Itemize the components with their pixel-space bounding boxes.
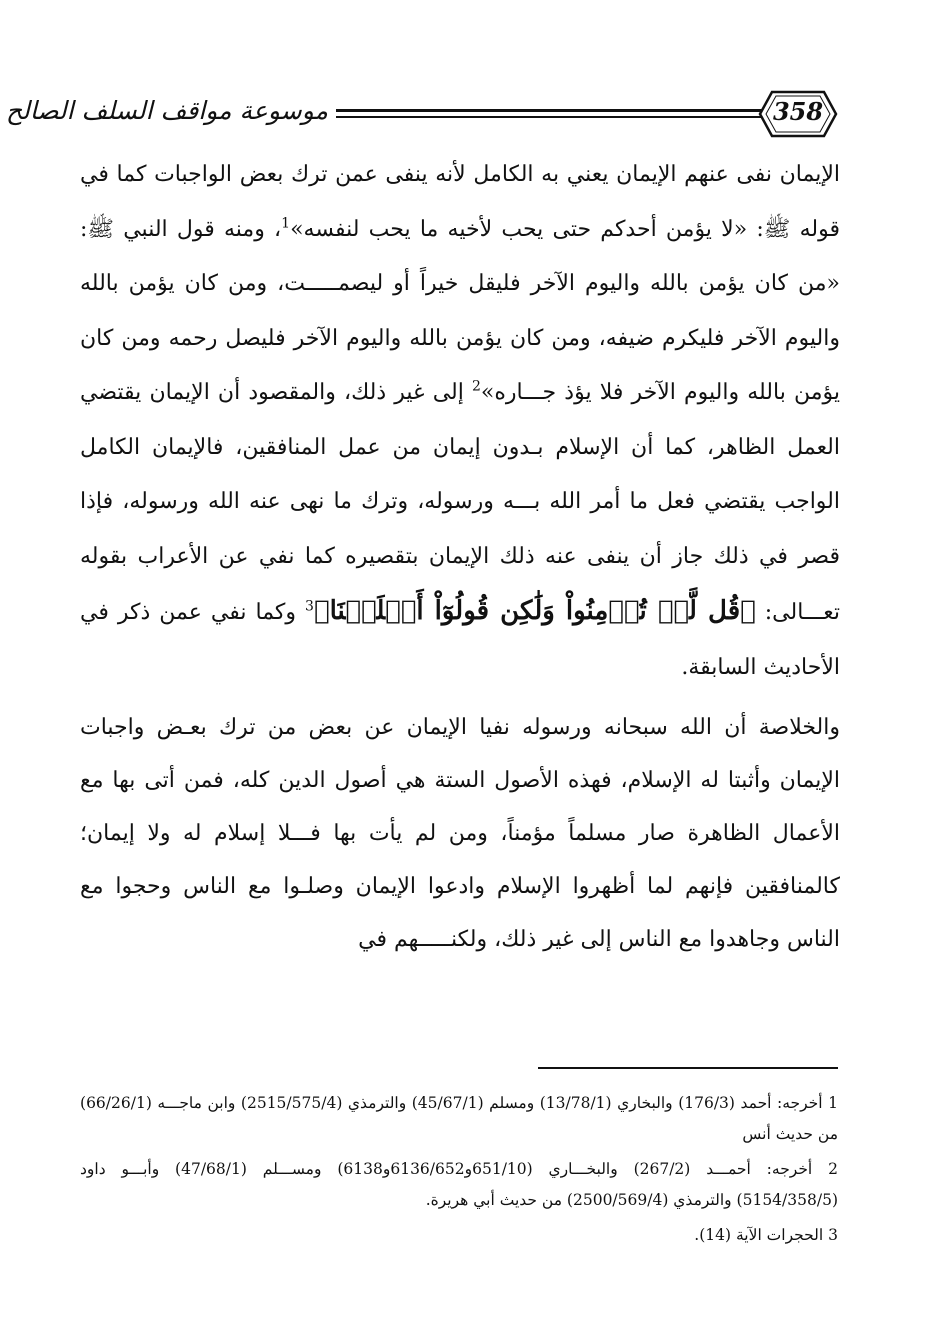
paragraph: والخلاصة أن الله سبحانه ورسوله نفيا الإيمان عن بعض من ترك بعـض واجبات الإيمان وأثبتا له الإسلام، فهذه الأصول الستة هي أصول الدين كله، فمن أتى بها مع الأعمال الظاهرة صار مسلماً مؤمناً، ومن لم يأت بها فـــلا إسلام له ولا إيمان؛ كالمنافقين فإنهم لما أظهروا الإسلام وادعوا الإيمان وصلـوا مع الناس وحجوا مع الناس وجاهدوا مع الناس إلى غير ذلك، ولكنـــــهم في bbox=[80, 715, 841, 952]
header-rule bbox=[336, 109, 766, 112]
footnote-text: الحجرات الآية (14). bbox=[694, 1226, 824, 1244]
page-number-badge bbox=[758, 88, 838, 140]
footnote bbox=[80, 1088, 838, 1150]
footnote bbox=[80, 1154, 838, 1216]
page-header bbox=[5, 88, 838, 148]
text-run: ، ومنه قول النبي ﷺ: «من كان يؤمن بالله واليوم الآخر فليقل خيراً أو ليصمـــــت، ومن كان يؤمن بالله واليوم الآخر فليكرم ضيفه، ومن كان يؤمن بالله واليوم الآخر فليصل رحمه ومن كان يؤمن بالله واليوم الآخر فلا يؤذ جـــاره» bbox=[80, 216, 840, 405]
footnote-number: 1 bbox=[828, 1094, 838, 1112]
main-text bbox=[80, 148, 840, 966]
footnote-text: أخرجه: أحمد (176/3) والبخاري (13/78/1) ومسلم (45/67/1) والترمذي (2515/575/4) وابن ماجـــه (66/26/1) من حديث أنس bbox=[80, 1094, 838, 1143]
header-rule-thin bbox=[336, 116, 766, 118]
footnote-text: أخرجه: أحمـــد (267/2) والبخـــاري (651/10و6136/652و6138) ومســـلم (47/68/1) وأبـــو داود (5154/358/5) والترمذي (2500/569/4) من حديث أبي هريرة. bbox=[80, 1160, 838, 1209]
paragraph bbox=[80, 148, 840, 695]
footnote-number: 3 bbox=[828, 1226, 838, 1244]
footnote-ref[interactable]: 2 bbox=[471, 378, 481, 395]
quran-verse: ﴿قُل لَّمۡ تُؤۡمِنُواْ وَلَٰكِن قُولُوٓاْ أَسۡلَمۡنَا﴾ bbox=[313, 596, 756, 626]
footnote bbox=[80, 1220, 838, 1251]
book-title: موسوعة مواقف السلف الصالح bbox=[5, 96, 328, 125]
text-run: إلى غير ذلك، والمقصود أن الإيمان يقتضي العمل الظاهر، كما أن الإسلام بـدون إيمان من عمل المنافقين، فالإيمان الكامل الواجب يقتضي فعل ما أمر الله بـــه ورسوله، وترك ما نهى عنه الله ورسوله، فإذا قصر في ذلك جاز أن ينفى عنه ذلك الإيمان بتقصيره كما نفي عن الأعراب بقوله تعـــالى: bbox=[80, 380, 840, 625]
footnote-separator bbox=[538, 1067, 838, 1069]
page-number: 358 bbox=[772, 97, 824, 126]
text-run: وكما نفي عمن ذكر في الأحاديث السابقة. bbox=[80, 600, 840, 680]
footnote-ref[interactable]: 3 bbox=[305, 598, 314, 615]
text-run: الإيمان نفى عنهم الإيمان يعني به الكامل لأنه ينفى عمن ترك بعض الواجبات كما في قوله ﷺ: «لا يؤمن أحدكم حتى يحب لأخيه ما يحب لنفسه» bbox=[80, 162, 840, 242]
footnotes bbox=[80, 1088, 838, 1255]
footnote-ref[interactable]: 1 bbox=[281, 215, 291, 232]
footnote-number: 2 bbox=[828, 1160, 838, 1178]
